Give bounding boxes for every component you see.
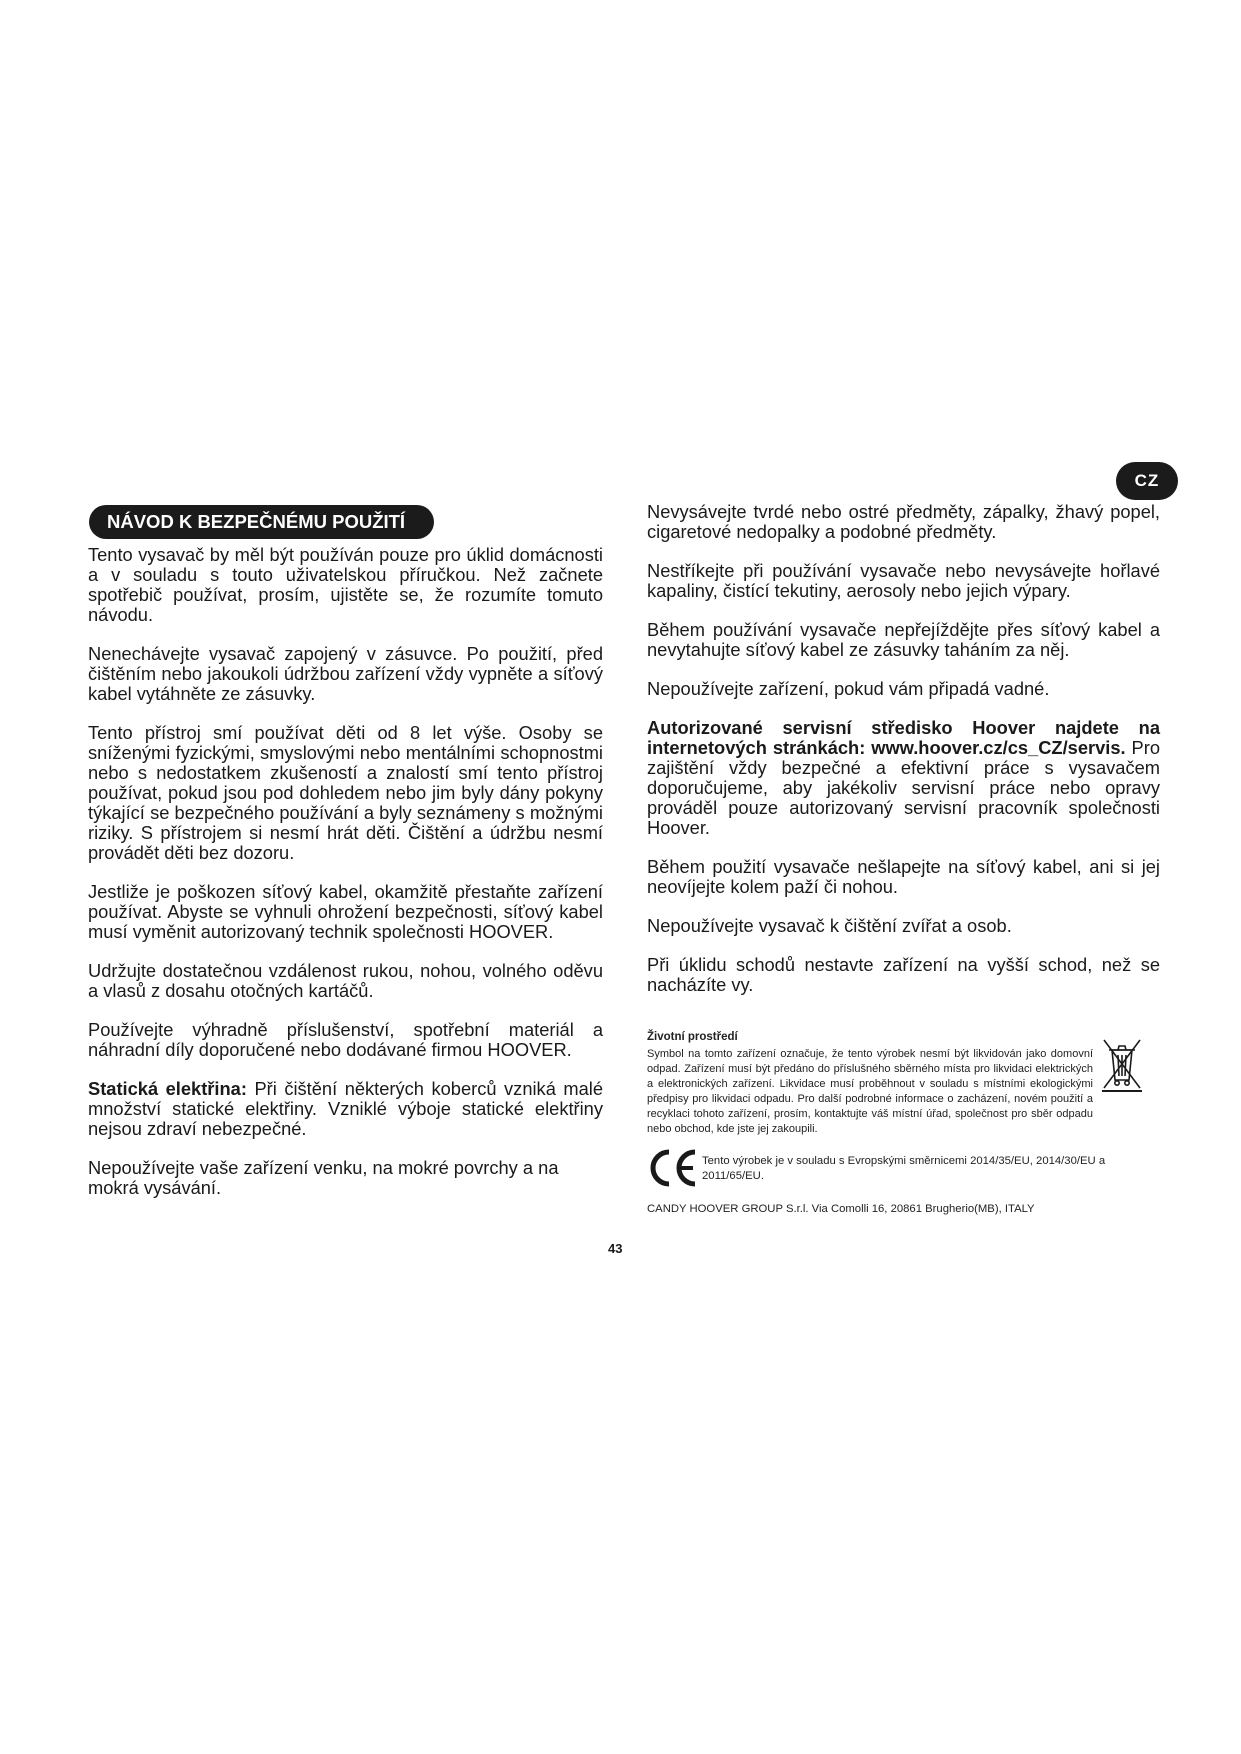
- paragraph-unplug: Nenechávejte vysavač zapojený v zásuvce. Po použití, před čištěním nebo jakoukoli údržbou zařízení vždy vypněte a síťový kabel vytáhněte ze zásuvky.: [88, 643, 603, 704]
- language-badge: CZ: [1116, 462, 1178, 500]
- paragraph-cable-handling: Během používání vysavače nepřejíždějte přes síťový kabel a nevytahujte síťový kabel ze zásuvky taháním za něj.: [647, 619, 1160, 660]
- page-number: 43: [608, 1241, 623, 1256]
- paragraph-hard-objects: Nevysávejte tvrdé nebo ostré předměty, zápalky, žhavý popel, cigaretové nedopalky a podobné předměty.: [647, 501, 1160, 542]
- paragraph-intended-use: Tento vysavač by měl být používán pouze pro úklid domácnosti a v souladu s touto uživatelskou příručkou. Než začnete spotřebič používat, prosím, ujistěte se, že rozumíte tomuto návodu.: [88, 544, 603, 625]
- crossed-bin-icon: [1100, 1036, 1144, 1092]
- paragraph-cable-wrap: Během použití vysavače nešlapejte na síťový kabel, ani si jej neovíjejte kolem paží či nohou.: [647, 856, 1160, 897]
- ce-mark-icon: [647, 1148, 699, 1188]
- paragraph-damaged-cable: Jestliže je poškozen síťový kabel, okamžitě přestaňte zařízení používat. Abyste se vyhnuli ohrožení bezpečnosti, síťový kabel musí vyměnit autorizovaný technik společnosti HOOVER.: [88, 881, 603, 942]
- paragraph-stairs: Při úklidu schodů nestavte zařízení na vyšší schod, než se nacházíte vy.: [647, 954, 1160, 995]
- environment-title: Životní prostředí: [647, 1031, 738, 1043]
- paragraph-static: [88, 1079, 603, 1139]
- paragraph-children: Tento přístroj smí používat děti od 8 let výše. Osoby se sníženými fyzickými, smyslovými nebo mentálními schopnostmi nebo s nedostatkem zkušeností a znalostí smí tento přístroj používat, pokud jsou pod dohledem nebo jim byly dány pokyny týkající se bezpečného používání a byly seznámeny s možnými riziky. S přístrojem si nesmí hrát děti. Čištění a údržbu nesmí provádět děti bez dozoru.: [88, 722, 603, 863]
- ce-compliance-text: Tento výrobek je v souladu s Evropskými směrnicemi 2014/35/EU, 2014/30/EU a 2011/65/EU.: [702, 1155, 1106, 1182]
- paragraph-service: [647, 718, 1160, 838]
- static-text: Při čištění některých koberců vzniká malé množství statické elektřiny. Vzniklé výboje statické elektřiny nejsou zdraví nebezpečné.: [88, 1078, 604, 1139]
- paragraph-animals: Nepoužívejte vysavač k čištění zvířat a osob.: [647, 915, 1012, 936]
- environment-text: Symbol na tomto zařízení označuje, že tento výrobek nesmí být likvidován jako domovní odpad. Zařízení musí být předáno do příslušného sběrného místa pro likvidaci elektrických a elektronických zařízení. Likvidace musí proběhnout v souladu s místními ekologickými předpisy pro likvidaci odpadu. Pro další podrobné informace o zacházení, novém použití a recyklaci tohoto zařízení, prosím, kontaktujte váš místní úřad, společnost pro sběr odpadu nebo obchod, kde jste jej zakoupili.: [647, 1048, 1093, 1135]
- right-column: [647, 502, 1160, 1014]
- static-heading: Statická elektřina:: [88, 1078, 247, 1099]
- service-heading: Autorizované servisní středisko Hoover najdete na internetových stránkách: www.hoover.cz/cs_CZ/servis.: [647, 717, 1160, 758]
- paragraph-flammable: Nestříkejte při používání vysavače nebo nevysávejte hořlavé kapaliny, čistící tekutiny, aerosoly nebo jejich výpary.: [647, 560, 1160, 601]
- paragraph-faulty: Nepoužívejte zařízení, pokud vám připadá vadné.: [647, 678, 1050, 699]
- environment-section: [647, 1030, 1149, 1137]
- service-text: Pro zajištění vždy bezpečné a efektivní práce s vysavačem doporučujeme, aby jakékoliv servisní práce nebo opravy prováděl pouze autorizovaný servisní pracovník společnosti Hoover.: [647, 737, 1160, 838]
- paragraph-accessories: Používejte výhradně příslušenství, spotřební materiál a náhradní díly doporučené nebo dodávané firmou HOOVER.: [88, 1019, 603, 1060]
- left-column: [88, 545, 603, 1217]
- paragraph-outdoor: Nepoužívejte vaše zařízení venku, na mokré povrchy a na mokrá vysávání.: [88, 1157, 559, 1198]
- company-address: CANDY HOOVER GROUP S.r.l. Via Comolli 16, 20861 Brugherio(MB), ITALY: [647, 1203, 1035, 1215]
- paragraph-brushes: Udržujte dostatečnou vzdálenost rukou, nohou, volného oděvu a vlasů z dosahu otočných kartáčů.: [88, 960, 603, 1001]
- section-title: NÁVOD K BEZPEČNÉMU POUŽITÍ: [89, 505, 434, 539]
